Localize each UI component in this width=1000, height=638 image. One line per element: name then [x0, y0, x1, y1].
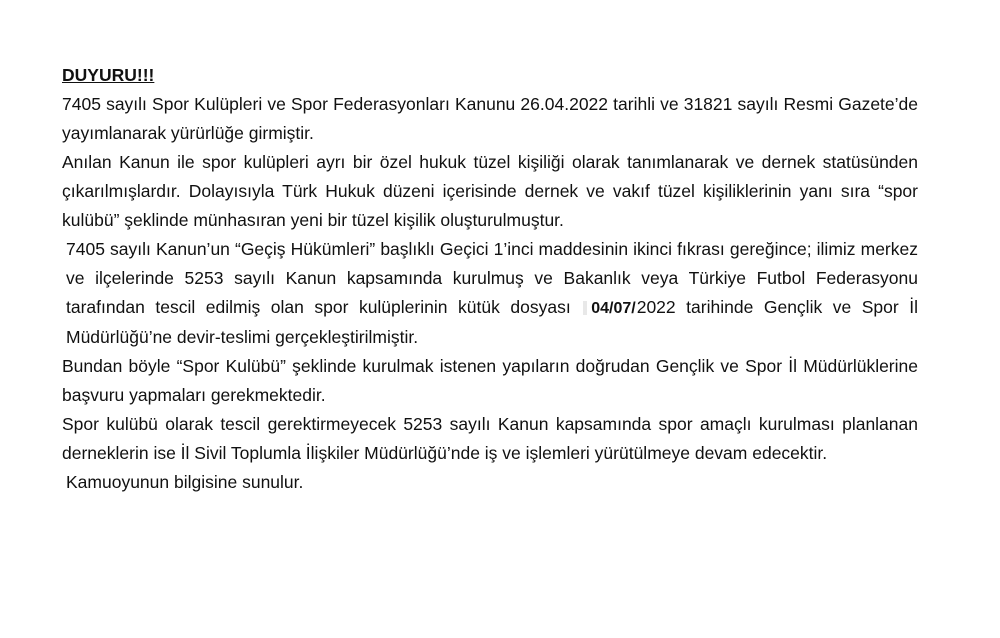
handover-date: 04/07/ — [581, 294, 636, 323]
paragraph-transition-text-end: 2022 tarihinde Gençlik ve Spor İl Müdürlüğü’ne devir-teslimi gerçekleştirilmiştir. — [66, 297, 919, 347]
paragraph-application-notice: Bundan böyle “Spor Kulübü” şeklinde kurulmak istenen yapıların doğrudan Gençlik ve Spor İl Müdürlüklerine başvuru yapmaları gerekmektedir. — [62, 356, 918, 405]
paragraph-legal-status: Anılan Kanun ile spor kulüpleri ayrı bir özel hukuk tüzel kişiliği olarak tanımlanarak ve dernek statüsünden çıkarılmışlardır. Dolayısıyla Türk Hukuk düzeni içerisinde dernek ve vakıf tüzel kişiliklerinin yanı sıra “spor kulübü” şeklinde münhasıran yeni bir tüzel kişilik oluşturulmuştur. — [62, 152, 918, 230]
paragraph-transition-provisions — [62, 235, 918, 352]
paragraph-transition-text: 7405 sayılı Kanun’un “Geçiş Hükümleri” başlıklı Geçici 1’inci maddesinin ikinci fıkrası gereğince; ilimiz merkez ve ilçelerinde 5253 sayılı Kanun kapsamında kurulmuş ve Bakanlık veya Türkiye Futbol Federasyonu tarafından tescil edilmiş olan spor kulüplerinin kütük dosyası — [66, 239, 918, 317]
paragraph-associations-notice: Spor kulübü olarak tescil gerektirmeyecek 5253 sayılı Kanun kapsamında spor amaçlı kurulması planlanan derneklerin ise İl Sivil Toplumla İlişkiler Müdürlüğü’nde iş ve işlemleri yürütülmeye devam edecektir. — [62, 414, 918, 463]
announcement-title: DUYURU!!! — [62, 65, 155, 85]
paragraph-law-publication: 7405 sayılı Spor Kulüpleri ve Spor Federasyonları Kanunu 26.04.2022 tarihli ve 31821 sayılı Resmi Gazete’de yayımlanarak yürürlüğe girmiştir. — [62, 94, 918, 143]
announcement-document — [62, 61, 918, 497]
paragraph-closing: Kamuoyunun bilgisine sunulur. — [66, 472, 304, 492]
